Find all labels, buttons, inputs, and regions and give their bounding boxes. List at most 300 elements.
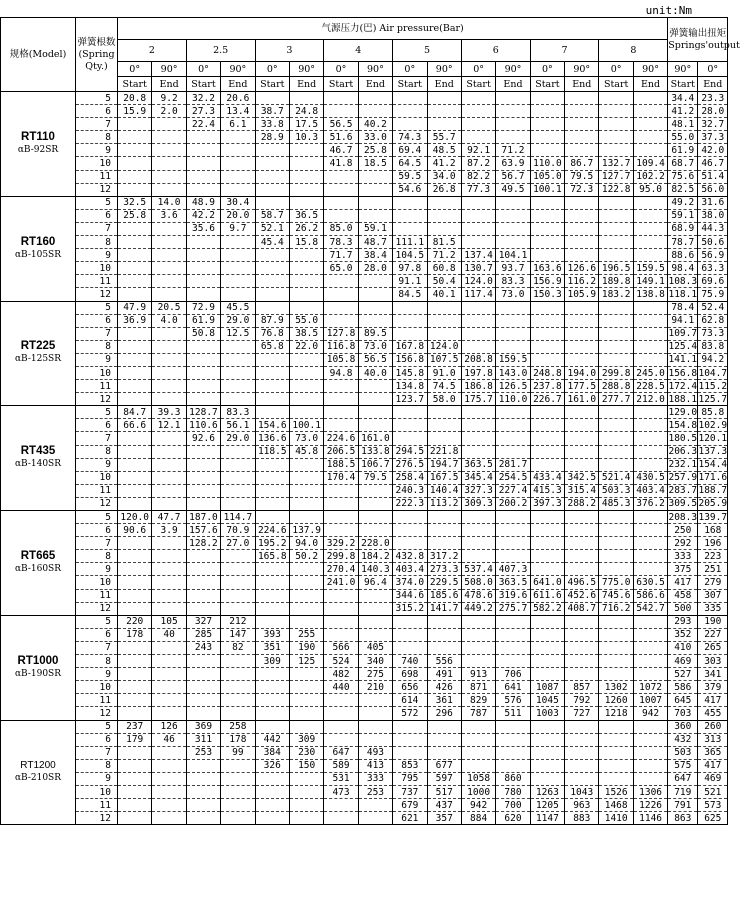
torque-cell [565, 419, 599, 432]
torque-cell: 56.5 [358, 353, 392, 366]
start-end-header: Start [186, 77, 220, 92]
torque-cell: 83.3 [496, 275, 530, 288]
torque-cell [393, 511, 427, 524]
torque-cell: 51.6 [324, 131, 358, 144]
torque-cell [324, 314, 358, 327]
torque-cell: 27.0 [221, 537, 255, 550]
torque-cell [358, 183, 392, 196]
torque-cell: 105.8 [324, 353, 358, 366]
torque-cell: 288.2 [565, 497, 599, 510]
pressure-header: 7 [530, 40, 599, 62]
torque-cell: 178 [221, 733, 255, 746]
torque-cell: 228.0 [358, 537, 392, 550]
table-row [1, 196, 728, 209]
torque-cell: 128.7 [186, 406, 220, 419]
torque-cell [530, 249, 564, 262]
torque-cell: 576 [496, 694, 530, 707]
torque-cell [461, 118, 495, 131]
torque-cell: 3.6 [152, 209, 186, 222]
torque-cell: 161.0 [358, 432, 392, 445]
start-end-header: Start [324, 77, 358, 92]
table-row [1, 746, 728, 759]
torque-cell [221, 131, 255, 144]
torque-cell [633, 340, 667, 353]
torque-cell [152, 288, 186, 301]
torque-cell: 48.9 [186, 196, 220, 209]
torque-cell: 319.6 [496, 589, 530, 602]
torque-cell: 275.7 [496, 602, 530, 615]
spring-count-cell: 7 [76, 222, 118, 235]
torque-cell [152, 340, 186, 353]
torque-cell: 91.1 [393, 275, 427, 288]
torque-cell: 125.4 [668, 341, 698, 353]
torque-cell [496, 419, 530, 432]
torque-cell [565, 209, 599, 222]
torque-cell: 114.7 [221, 511, 255, 524]
torque-cell: 154.6 [255, 419, 289, 432]
spring-count-cell: 7 [76, 327, 118, 340]
torque-cell [530, 118, 564, 131]
torque-cell: 105.0 [530, 170, 564, 183]
torque-cell: 740 [393, 655, 427, 668]
torque-cell: 126.5 [496, 380, 530, 393]
torque-cell [255, 196, 289, 209]
torque-cell: 49.2 [668, 196, 698, 209]
torque-cell [186, 366, 220, 379]
torque-cell [358, 497, 392, 510]
torque-cell: 27.3 [186, 105, 220, 118]
torque-cell: 37.3 [698, 131, 728, 144]
torque-cell: 363.5 [496, 576, 530, 589]
torque-cell: 237 [118, 720, 152, 733]
torque-cell: 133.8 [358, 445, 392, 458]
torque-cell: 125.7 [698, 393, 728, 405]
torque-cell: 177.5 [565, 380, 599, 393]
model-name: RT1000 [17, 654, 59, 667]
torque-cell: 62.8 [698, 314, 728, 327]
torque-cell [152, 170, 186, 183]
torque-cell [118, 380, 152, 393]
torque-cell [324, 92, 358, 105]
torque-cell: 307 [698, 589, 728, 602]
torque-cell [221, 288, 255, 301]
angle-header: 0° [324, 62, 358, 77]
torque-cell: 110.0 [530, 157, 564, 170]
torque-cell: 240.3 [393, 484, 427, 497]
torque-cell: 170.4 [324, 471, 358, 484]
torque-cell: 309.3 [461, 497, 495, 510]
torque-cell: 46.7 [324, 144, 358, 157]
torque-cell [496, 511, 530, 524]
torque-cell: 573 [698, 799, 728, 812]
torque-cell [565, 668, 599, 681]
torque-cell [186, 484, 220, 497]
torque-cell [633, 432, 667, 445]
torque-cell: 190 [698, 615, 728, 628]
torque-cell: 1146 [633, 812, 667, 825]
spring-count-cell: 12 [76, 602, 118, 615]
torque-cell: 527 [668, 668, 698, 681]
torque-cell [221, 157, 255, 170]
torque-cell: 150.3 [530, 288, 564, 301]
torque-cell [530, 458, 564, 471]
torque-cell [393, 628, 427, 641]
torque-cell: 469 [698, 772, 728, 785]
spring-count-cell: 6 [76, 628, 118, 641]
torque-cell [152, 681, 186, 694]
torque-cell [324, 288, 358, 301]
torque-cell [530, 615, 564, 628]
spring-count-cell: 8 [76, 131, 118, 144]
torque-cell: 1072 [633, 681, 667, 694]
torque-cell [565, 772, 599, 785]
torque-cell [152, 563, 186, 576]
torque-cell: 127.8 [324, 327, 358, 340]
torque-cell [186, 576, 220, 589]
angle-header: 0° [698, 62, 728, 77]
torque-cell [633, 458, 667, 471]
torque-cell: 72.9 [186, 301, 220, 314]
torque-cell: 196 [698, 537, 728, 550]
torque-cell: 775.0 [599, 576, 633, 589]
torque-cell: 313 [698, 733, 728, 746]
table-row [1, 275, 728, 288]
torque-cell [118, 366, 152, 379]
torque-cell: 55.7 [427, 131, 461, 144]
torque-cell: 1007 [633, 694, 667, 707]
torque-cell [221, 458, 255, 471]
table-row [1, 92, 728, 105]
torque-cell: 89.5 [358, 327, 392, 340]
torque-cell [358, 602, 392, 615]
torque-cell [152, 707, 186, 720]
torque-cell [289, 380, 323, 393]
torque-cell: 296 [427, 707, 461, 720]
torque-cell: 50.8 [186, 327, 220, 340]
start-end-header: End [496, 77, 530, 92]
table-row [1, 694, 728, 707]
torque-cell: 227 [698, 628, 728, 641]
torque-cell: 159.5 [496, 353, 530, 366]
torque-cell [633, 92, 667, 105]
torque-cell: 61.9 [186, 314, 220, 327]
torque-cell: 65.8 [255, 340, 289, 353]
torque-cell [496, 524, 530, 537]
torque-cell: 56.0 [698, 183, 728, 196]
torque-cell: 109.7 [668, 328, 698, 340]
torque-table [0, 17, 740, 825]
torque-cell: 178 [118, 628, 152, 641]
torque-cell: 524 [324, 655, 358, 668]
torque-cell [599, 655, 633, 668]
torque-cell [289, 393, 323, 406]
torque-cell [289, 720, 323, 733]
torque-cell [393, 92, 427, 105]
torque-cell: 597 [427, 772, 461, 785]
torque-cell: 26.2 [289, 222, 323, 235]
torque-cell [599, 628, 633, 641]
table-row [1, 340, 728, 353]
torque-cell [255, 694, 289, 707]
torque-cell [324, 497, 358, 510]
torque-cell [221, 353, 255, 366]
angle-header: 0° [186, 62, 220, 77]
torque-cell [255, 393, 289, 406]
torque-cell: 222.3 [393, 497, 427, 510]
torque-cell: 30.4 [221, 196, 255, 209]
torque-cell: 531 [324, 772, 358, 785]
torque-cell [599, 524, 633, 537]
torque-cell [255, 799, 289, 812]
torque-cell: 1058 [461, 772, 495, 785]
torque-cell: 493 [358, 746, 392, 759]
torque-cell: 107.5 [427, 353, 461, 366]
torque-cell: 118.1 [668, 288, 698, 300]
torque-cell [152, 537, 186, 550]
torque-cell [152, 249, 186, 262]
torque-cell: 175.7 [461, 393, 495, 406]
torque-cell: 92.6 [186, 432, 220, 445]
torque-cell: 26.8 [427, 183, 461, 196]
table-row [1, 537, 728, 550]
torque-cell [358, 393, 392, 406]
torque-cell: 49.5 [496, 183, 530, 196]
torque-cell: 28.0 [698, 105, 728, 118]
torque-cell: 311 [186, 733, 220, 746]
torque-cell [358, 419, 392, 432]
torque-cell: 276.5 [393, 458, 427, 471]
torque-cell: 283.7 [668, 485, 698, 497]
torque-cell [255, 157, 289, 170]
torque-cell: 56.1 [221, 419, 255, 432]
torque-cell: 154.8 [668, 419, 698, 431]
model-name: RT110 [21, 130, 55, 143]
spring-count-cell: 12 [76, 288, 118, 301]
torque-cell: 22.4 [186, 118, 220, 131]
torque-cell [324, 196, 358, 209]
torque-cell: 50.4 [427, 275, 461, 288]
torque-cell: 81.5 [427, 236, 461, 249]
torque-cell [118, 236, 152, 249]
torque-cell [255, 720, 289, 733]
torque-cell [633, 615, 667, 628]
torque-cell [496, 105, 530, 118]
torque-cell [565, 353, 599, 366]
torque-cell: 223 [698, 550, 728, 563]
torque-cell: 517 [427, 785, 461, 798]
torque-cell [530, 563, 564, 576]
torque-cell [289, 694, 323, 707]
torque-cell: 20.0 [221, 209, 255, 222]
start-end-header: Start [599, 77, 633, 92]
torque-cell [358, 301, 392, 314]
torque-cell: 1045 [530, 694, 564, 707]
torque-cell [255, 785, 289, 798]
torque-cell: 365 [698, 746, 728, 759]
torque-cell [599, 668, 633, 681]
table-row [1, 118, 728, 131]
torque-cell [152, 759, 186, 772]
torque-cell: 942 [461, 799, 495, 812]
torque-cell [633, 655, 667, 668]
torque-cell [255, 511, 289, 524]
torque-cell: 72.3 [565, 183, 599, 196]
torque-cell: 42.0 [698, 144, 728, 157]
torque-cell [186, 157, 220, 170]
torque-cell: 76.8 [255, 327, 289, 340]
torque-cell: 12.1 [152, 419, 186, 432]
torque-cell [255, 615, 289, 628]
torque-cell: 641 [496, 681, 530, 694]
torque-cell [633, 746, 667, 759]
spring-count-cell: 11 [76, 589, 118, 602]
torque-cell: 333 [668, 550, 698, 563]
torque-cell: 197.8 [461, 366, 495, 379]
torque-cell: 188.5 [324, 458, 358, 471]
torque-cell [530, 668, 564, 681]
torque-cell [599, 314, 633, 327]
torque-cell: 45.4 [255, 236, 289, 249]
torque-cell [289, 602, 323, 615]
torque-cell: 25.8 [358, 144, 392, 157]
torque-cell: 40.2 [358, 118, 392, 131]
torque-cell: 40 [152, 628, 186, 641]
torque-cell [427, 118, 461, 131]
table-row [1, 327, 728, 340]
torque-cell: 1410 [599, 812, 633, 825]
torque-cell [496, 628, 530, 641]
torque-cell [633, 759, 667, 772]
torque-cell: 156.8 [668, 367, 698, 379]
table-row [1, 209, 728, 222]
torque-cell: 248.8 [530, 366, 564, 379]
torque-cell [427, 419, 461, 432]
torque-cell [565, 314, 599, 327]
torque-cell [221, 471, 255, 484]
spring-count-cell: 11 [76, 275, 118, 288]
torque-cell [324, 406, 358, 419]
spring-count-cell: 6 [76, 524, 118, 537]
torque-cell [461, 537, 495, 550]
torque-cell: 340 [358, 655, 392, 668]
torque-cell: 1147 [530, 812, 564, 825]
model-code: αB-125SR [14, 354, 62, 365]
torque-cell: 279 [698, 576, 728, 589]
torque-cell [221, 249, 255, 262]
torque-cell [530, 353, 564, 366]
torque-cell [530, 628, 564, 641]
torque-cell: 206.5 [324, 445, 358, 458]
torque-cell: 90.6 [118, 524, 152, 537]
torque-cell: 93.7 [496, 262, 530, 275]
torque-cell [358, 628, 392, 641]
torque-cell [118, 694, 152, 707]
torque-cell [221, 799, 255, 812]
torque-cell: 12.5 [221, 327, 255, 340]
table-row [1, 602, 728, 615]
pressure-header: 3 [255, 40, 324, 62]
torque-cell [152, 380, 186, 393]
table-row [1, 406, 728, 419]
torque-cell: 212.0 [633, 393, 667, 406]
torque-cell: 503 [668, 746, 698, 759]
model-cell [1, 511, 76, 616]
torque-cell [358, 720, 392, 733]
table-row [1, 314, 728, 327]
torque-cell [255, 144, 289, 157]
model-code: αB-92SR [17, 144, 59, 155]
torque-cell [118, 288, 152, 301]
torque-cell: 357 [427, 812, 461, 825]
torque-cell: 9.2 [152, 92, 186, 105]
torque-cell [461, 615, 495, 628]
torque-cell: 34.0 [427, 170, 461, 183]
torque-cell: 22.0 [289, 340, 323, 353]
torque-cell: 375 [668, 563, 698, 576]
torque-cell [530, 209, 564, 222]
torque-cell [599, 209, 633, 222]
torque-cell: 1087 [530, 681, 564, 694]
torque-cell [427, 301, 461, 314]
torque-cell [530, 105, 564, 118]
torque-cell: 41.2 [668, 105, 698, 118]
torque-cell [255, 92, 289, 105]
angle-header: 0° [393, 62, 427, 77]
torque-cell: 614 [393, 694, 427, 707]
torque-cell [633, 772, 667, 785]
torque-cell [118, 681, 152, 694]
torque-cell [530, 733, 564, 746]
torque-cell: 47.9 [118, 301, 152, 314]
torque-cell: 137.4 [461, 249, 495, 262]
spring-count-cell: 12 [76, 183, 118, 196]
torque-cell: 795 [393, 772, 427, 785]
start-end-header: Start [461, 77, 495, 92]
table-row [1, 419, 728, 432]
model-code: αB-140SR [14, 459, 62, 470]
torque-cell: 29.0 [221, 314, 255, 327]
torque-cell [530, 236, 564, 249]
torque-cell: 118.5 [255, 445, 289, 458]
torque-cell: 645 [668, 694, 698, 707]
torque-cell: 111.1 [393, 236, 427, 249]
torque-cell [461, 759, 495, 772]
torque-cell: 98.4 [668, 262, 698, 275]
torque-cell: 1043 [565, 785, 599, 798]
pressure-header: 2 [118, 40, 187, 62]
torque-cell: 56.5 [324, 118, 358, 131]
torque-cell: 55.0 [668, 131, 698, 144]
torque-cell [186, 380, 220, 393]
spring-count-cell: 12 [76, 393, 118, 406]
table-row [1, 380, 728, 393]
torque-cell [565, 236, 599, 249]
torque-cell [255, 812, 289, 825]
torque-cell [530, 406, 564, 419]
torque-cell [496, 327, 530, 340]
torque-cell [186, 183, 220, 196]
spring-count-cell: 7 [76, 432, 118, 445]
torque-cell [496, 432, 530, 445]
torque-cell [221, 275, 255, 288]
torque-cell: 745.6 [599, 589, 633, 602]
torque-cell: 227.4 [496, 484, 530, 497]
torque-cell [633, 105, 667, 118]
torque-cell: 9.7 [221, 222, 255, 235]
torque-cell [152, 641, 186, 654]
torque-cell: 78.7 [668, 236, 698, 249]
torque-cell: 150 [289, 759, 323, 772]
